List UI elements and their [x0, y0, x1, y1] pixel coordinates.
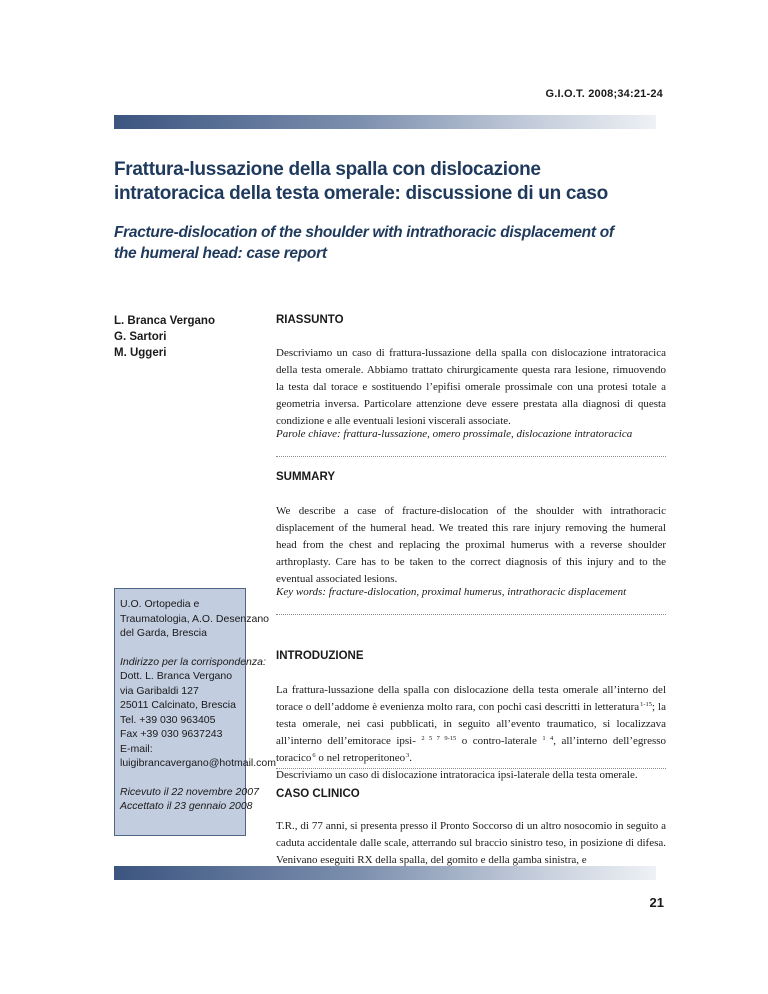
affiliation-line: U.O. Ortopedia e: [120, 598, 200, 610]
email-link[interactable]: luigibrancavergano@hotmail.com: [120, 757, 276, 769]
correspondence-line: Dott. L. Branca Vergano: [120, 670, 233, 682]
intro-text-segment: o contro-laterale: [456, 735, 537, 747]
intro-text-segment: .: [409, 752, 413, 764]
submission-dates: [120, 785, 259, 814]
intro-text-segment: o nel retroperitoneo: [315, 752, 406, 764]
author: M. Uggeri: [114, 347, 167, 359]
section-divider: [276, 614, 666, 615]
section-divider: [276, 456, 666, 457]
citation-ref: 1 4: [542, 735, 554, 742]
section-divider: [276, 768, 666, 769]
citation-ref: 3: [406, 752, 410, 759]
journal-reference: G.I.O.T. 2008;34:21-24: [545, 88, 663, 100]
intro-paragraph-2: Descriviamo un caso di dislocazione intratoracica ipsi-laterale della testa omerale.: [276, 769, 638, 781]
author: L. Branca Vergano: [114, 315, 215, 327]
correspondence-line: Fax +39 030 9637243: [120, 728, 223, 740]
article-title-english: Fracture-dislocation of the shoulder with intrathoracic displacement of the humeral head: case report: [114, 224, 614, 262]
riassunto-heading: RIASSUNTO: [276, 314, 344, 326]
correspondence-line: via Garibaldi 127: [120, 684, 199, 697]
author: G. Sartori: [114, 331, 167, 343]
affiliation-line: Traumatologia, A.O. Desenzano: [120, 612, 270, 625]
header-bar: [114, 115, 656, 129]
riassunto-text: Descriviamo un caso di frattura-lussazione della spalla con dislocazione intratoracica della testa omerale. Abbiamo trattato chirurgicamente questa rara lesione, rimuovendo la testa dal torace e sostituendo l’epifisi omerale prossimale con una protesi totale a geometria inversa. Particolare attenzione deve essere prestata alla diagnosi di questa condizione e alle eventuali lesioni viscerali associate.: [276, 347, 666, 427]
received-date: Ricevuto il 22 novembre 2007: [120, 785, 259, 798]
citation-ref: 6: [312, 752, 316, 759]
article-title-italian: Frattura-lussazione della spalla con dislocazione intratoracica della testa omerale: discussione di un caso: [114, 159, 608, 204]
intro-text-segment: , all’interno dell’egresso toracico: [276, 735, 667, 764]
correspondence-line: Tel. +39 030 963405: [120, 713, 216, 726]
correspondence-label: Indirizzo per la corrispondenza:: [120, 655, 266, 668]
correspondence-address: [120, 655, 276, 771]
riassunto-keywords: Parole chiave: frattura-lussazione, omero prossimale, dislocazione intratoracica: [276, 428, 633, 440]
intro-text-segment: ; la testa omerale, nei casi pubblicati, in seguito all’evento traumatico, si localizzava all’interno dell’emitorace ipsi-: [276, 701, 666, 747]
summary-keywords: Key words: fracture-dislocation, proximal humerus, intrathoracic displacement: [276, 586, 627, 598]
summary-text: We describe a case of fracture-dislocation of the shoulder with intrathoracic displacement of the humeral head. We treated this rare injury removing the humeral head from the chest and replacing the proximal humerus with a reverse shoulder arthroplasty. Care has to be taken to the correct diagnosis of this injury and to the eventual associated lesions.: [276, 505, 666, 585]
affiliation-line: del Garda, Brescia: [120, 627, 207, 639]
author-info-box: [114, 588, 276, 836]
summary-heading: SUMMARY: [276, 471, 335, 483]
caso-clinico-heading: CASO CLINICO: [276, 788, 360, 800]
citation-ref: 2 5 7 9-15: [421, 735, 457, 742]
correspondence-line: E-mail:: [120, 742, 153, 755]
intro-text-segment: La frattura-lussazione della spalla con dislocazione della testa omerale all’interno del torace o dell’addome è evenienza molto rara, con pochi casi descritti in letteratura: [276, 684, 666, 713]
accepted-date: Accettato il 23 gennaio 2008: [120, 800, 253, 812]
author-list: [114, 313, 215, 361]
introduzione-heading: INTRODUZIONE: [276, 650, 364, 662]
correspondence-line: 25011 Calcinato, Brescia: [120, 699, 236, 711]
caso-clinico-text: T.R., di 77 anni, si presenta presso il Pronto Soccorso di un altro nosocomio in seguito a caduta accidentale dalle scale, atterrando sul braccio sinistro teso, in posizione di difesa. Venivano eseguiti RX della spalla, del gomito e della gamba sinistra, e: [276, 820, 666, 866]
citation-ref: 1-15: [640, 701, 653, 708]
footer-bar: [114, 866, 656, 880]
page-number: 21: [649, 895, 664, 910]
affiliation: [120, 597, 270, 641]
